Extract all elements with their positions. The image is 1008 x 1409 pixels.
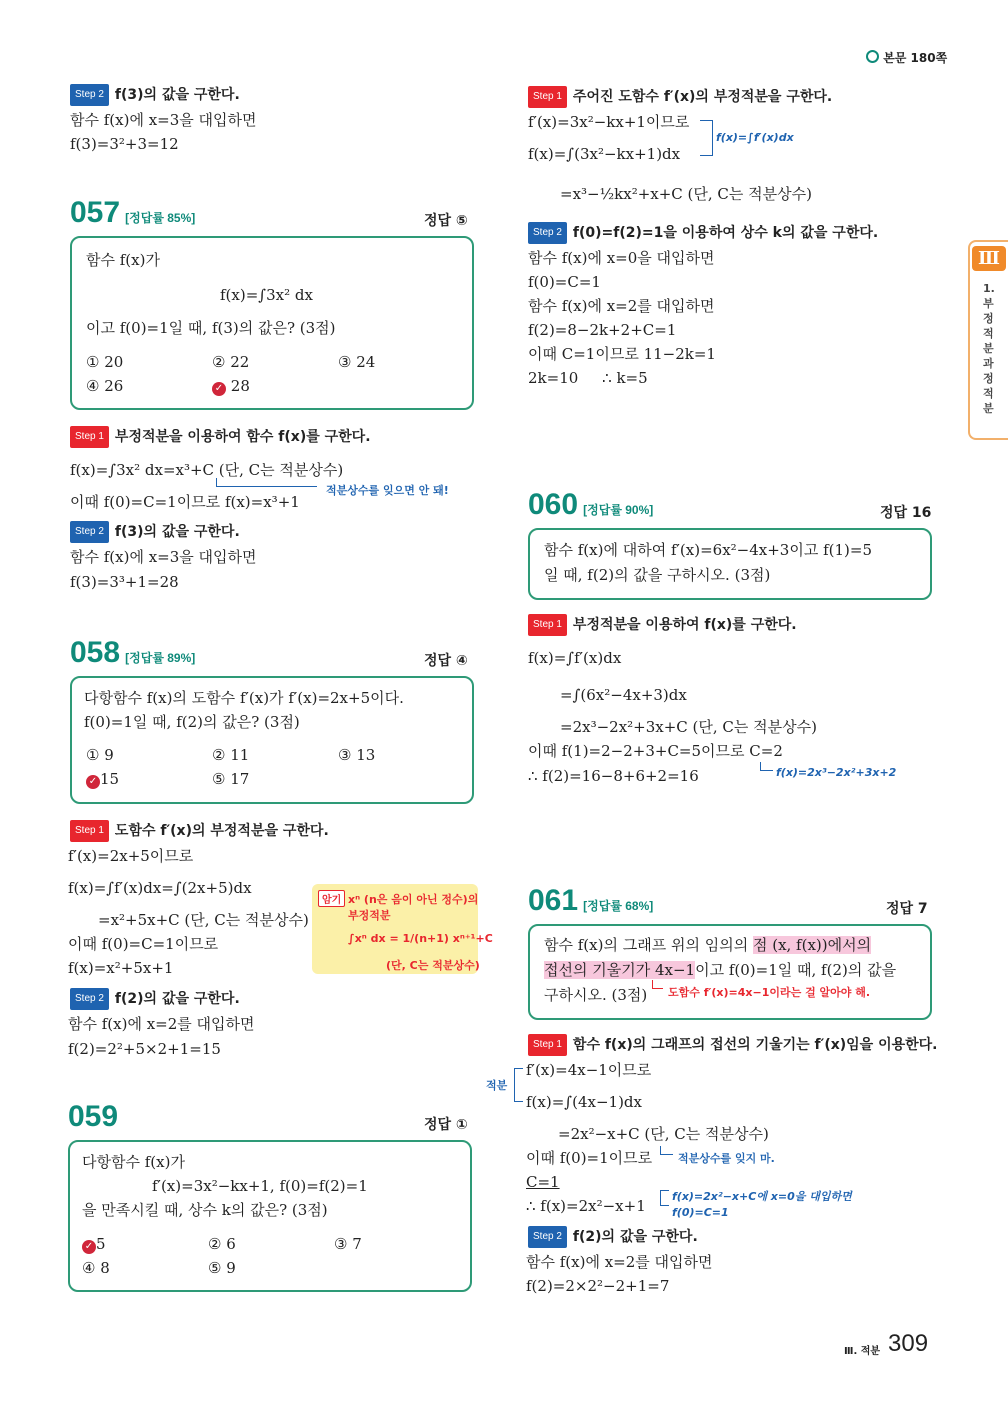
p061-sol-line5: C=1	[526, 1173, 560, 1191]
highlight-text: 접선의 기울기가 4x−1	[544, 961, 696, 979]
correct-rate: [정답률 68%]	[583, 899, 654, 913]
step-badge: Step 1	[528, 1034, 567, 1056]
step-badge: Step 1	[70, 426, 109, 448]
correct-rate: [정답률 89%]	[125, 651, 196, 665]
p061-question-note: 도함수 f′(x)=4x−1이라는 걸 알아야 해.	[668, 986, 871, 999]
choice-3[interactable]: ③ 7	[334, 1235, 362, 1253]
c056-line2: f(3)=3²+3=12	[70, 135, 179, 153]
arrow-connector	[652, 980, 663, 989]
p061-sol-line7: 함수 f(x)에 x=2를 대입하면	[526, 1253, 713, 1271]
choice-4-correct[interactable]	[86, 769, 119, 789]
choice-5-correct[interactable]	[212, 376, 250, 396]
p059-sol-line5: f(0)=C=1	[528, 273, 601, 291]
c056-line1: 함수 f(x)에 x=3을 대입하면	[70, 111, 257, 129]
p058-q2: f(0)=1일 때, f(2)의 값은? (3점)	[84, 713, 300, 731]
choice-2[interactable]: ② 22	[212, 353, 250, 371]
p059-q2: f′(x)=3x²−kx+1, f(0)=f(2)=1	[152, 1177, 368, 1195]
p057-q2: f(x)=∫3x² dx	[220, 286, 313, 304]
p058-sol-line7: f(2)=2²+5×2+1=15	[68, 1040, 221, 1058]
p061-note3: f(0)=C=1	[672, 1206, 729, 1219]
p057-note: 적분상수를 잊으면 안 돼!	[326, 484, 449, 497]
p061-note1: 적분상수를 잊지 마.	[678, 1152, 775, 1165]
answer-058: 정답 ④	[424, 653, 468, 669]
p059-sol-line1: f′(x)=3x²−kx+1이므로	[528, 113, 690, 131]
answer-057: 정답 ⑤	[424, 213, 468, 229]
choice-1[interactable]: ① 20	[86, 353, 124, 371]
p059-sol-line8: 이때 C=1이므로 11−2k=1	[528, 345, 716, 363]
p061-sol-line3: =2x²−x+C (단, C는 적분상수)	[558, 1125, 769, 1143]
step-badge: Step 2	[528, 222, 567, 244]
p059-sol-line4: 함수 f(x)에 x=0을 대입하면	[528, 249, 715, 267]
problem-058-header	[70, 636, 195, 670]
arrow-connector	[660, 1146, 673, 1155]
arrow-connector	[660, 1190, 669, 1206]
step-title: 주어진 도함수 f′(x)의 부정적분을 구한다.	[572, 89, 833, 105]
p061-sol-line6: ∴ f(x)=2x²−x+1	[526, 1197, 646, 1215]
p061-sol-line4: 이때 f(0)=1이므로	[526, 1149, 653, 1167]
problem-number: 057	[70, 196, 121, 229]
p057-sol-line1: f(x)=∫3x² dx=x³+C (단, C는 적분상수)	[70, 461, 344, 479]
step-title: f(2)의 값을 구한다.	[572, 1229, 698, 1245]
integral-bracket	[514, 1068, 523, 1102]
p061-q3: 구하시오. (3점)	[544, 986, 648, 1004]
p057-step2	[70, 521, 240, 543]
memo-tag: 암기	[318, 890, 345, 907]
p061-step2	[528, 1226, 698, 1248]
memo-line4: (단, C는 적분상수)	[386, 959, 480, 972]
p057-sol-line3: 함수 f(x)에 x=3을 대입하면	[70, 548, 257, 566]
p058-step1	[70, 820, 329, 842]
choice-label: 15	[100, 770, 120, 788]
step-badge: Step 2	[528, 1226, 567, 1248]
chapter-roman: Ⅲ	[972, 246, 1006, 271]
problem-059-header	[68, 1100, 118, 1134]
choice-3[interactable]: ③ 24	[338, 353, 376, 371]
check-icon: ✓	[86, 775, 100, 789]
p058-sol-line3: =x²+5x+C (단, C는 적분상수)	[98, 911, 309, 929]
p058-sol-line2: f(x)=∫f′(x)dx=∫(2x+5)dx	[68, 879, 252, 897]
step-title: 함수 f(x)의 그래프의 접선의 기울기는 f′(x)임을 이용한다.	[572, 1037, 938, 1053]
memo-line2: 부정적분	[348, 909, 391, 922]
check-icon: ✓	[212, 382, 226, 396]
correct-rate: [정답률 90%]	[583, 503, 654, 517]
choice-4[interactable]: ④ 26	[86, 377, 124, 395]
problem-060-header	[528, 488, 653, 522]
p059-sol-line3: =x³−½kx²+x+C (단, C는 적분상수)	[560, 185, 812, 203]
choice-1[interactable]: ① 9	[86, 746, 114, 764]
step-badge: Step 2	[70, 988, 109, 1010]
problem-number: 059	[68, 1100, 119, 1133]
step-badge: Step 1	[528, 614, 567, 636]
p058-q1: 다항함수 f(x)의 도함수 f′(x)가 f′(x)=2x+5이다.	[84, 689, 404, 707]
p059-step2	[528, 222, 878, 244]
p060-q2: 일 때, f(2)의 값을 구하시오. (3점)	[544, 566, 771, 584]
choice-5[interactable]: ⑤ 9	[208, 1259, 236, 1277]
problem-number: 061	[528, 884, 579, 917]
step-title: 부정적분을 이용하여 f(x)를 구한다.	[572, 617, 797, 633]
p058-sol-line6: 함수 f(x)에 x=2를 대입하면	[68, 1015, 255, 1033]
choice-label: 5	[96, 1235, 106, 1253]
footer-section: Ⅲ. 적분	[844, 1346, 881, 1357]
p060-sol-line2: =∫(6x²−4x+3)dx	[560, 686, 687, 704]
choice-label: 28	[230, 377, 250, 395]
p059-q3: 을 만족시킬 때, 상수 k의 값은? (3점)	[82, 1201, 328, 1219]
choice-3[interactable]: ③ 13	[338, 746, 376, 764]
p060-note: f(x)=2x³−2x²+3x+2	[776, 766, 897, 779]
step-badge: Step 1	[528, 86, 567, 108]
page-ref: 본문 180쪽	[866, 49, 947, 66]
p061-note2: f(x)=2x²−x+C에 x=0을 대입하면	[672, 1190, 852, 1203]
step-title: f(2)의 값을 구한다.	[114, 991, 240, 1007]
step-badge: Step 1	[70, 820, 109, 842]
step-title: f(0)=f(2)=1을 이용하여 상수 k의 값을 구한다.	[572, 225, 879, 241]
p057-step1	[70, 426, 371, 448]
problem-057-header	[70, 196, 195, 230]
step-title: 도함수 f′(x)의 부정적분을 구한다.	[114, 823, 329, 839]
step-title: 부정적분을 이용하여 함수 f(x)를 구한다.	[114, 429, 371, 445]
circle-icon	[866, 50, 879, 63]
p061-sol-line8: f(2)=2×2²−2+1=7	[526, 1277, 670, 1295]
p061-sol-line2: f(x)=∫(4x−1)dx	[526, 1093, 642, 1111]
problem-061-header	[528, 884, 653, 918]
problem-060-box	[528, 528, 932, 600]
p057-q3: 이고 f(0)=1일 때, f(3)의 값은? (3점)	[86, 319, 336, 337]
choice-2[interactable]: ② 11	[212, 746, 250, 764]
p057-q1: 함수 f(x)가	[86, 251, 160, 269]
p061-sol-line1: f′(x)=4x−1이므로	[526, 1061, 652, 1079]
chapter-side-tab	[968, 240, 1008, 440]
p060-sol-line1: f(x)=∫f′(x)dx	[528, 649, 622, 667]
correct-rate: [정답률 85%]	[125, 211, 196, 225]
p058-step2	[70, 988, 240, 1010]
memo-line3: ∫xⁿ dx = 1/(n+1) xⁿ⁺¹+C	[348, 932, 493, 945]
p059-note: f(x)=∫f′(x)dx	[716, 131, 794, 144]
p058-sol-line1: f′(x)=2x+5이므로	[68, 847, 194, 865]
arrow-connector	[760, 762, 773, 771]
step-title: f(3)의 값을 구한다.	[114, 87, 240, 103]
question-text: 이고 f(0)=1일 때, f(2)의 값을	[695, 961, 897, 979]
p057-sol-line2: 이때 f(0)=C=1이므로 f(x)=x³+1	[70, 493, 300, 511]
p059-step1	[528, 86, 832, 108]
page-number: 309	[888, 1330, 929, 1357]
p061-q2	[544, 960, 896, 980]
problem-number: 060	[528, 488, 579, 521]
p060-sol-line5: ∴ f(2)=16−8+6+2=16	[528, 767, 699, 785]
p059-q1: 다항함수 f(x)가	[82, 1153, 185, 1171]
chapter-title: 1. 부정적분과 정적분	[983, 282, 995, 415]
p059-sol-line9: 2k=10 ∴ k=5	[528, 369, 648, 387]
p060-sol-line3: =2x³−2x²+3x+C (단, C는 적분상수)	[560, 718, 817, 736]
choice-5[interactable]: ⑤ 17	[212, 770, 250, 788]
choice-2[interactable]: ② 6	[208, 1235, 236, 1253]
question-text: 함수 f(x)의 그래프 위의 임의의	[544, 936, 753, 954]
step-title: f(3)의 값을 구한다.	[114, 524, 240, 540]
arrow-connector	[216, 478, 317, 487]
p059-sol-line2: f(x)=∫(3x²−kx+1)dx	[528, 145, 681, 163]
p058-sol-line4: 이때 f(0)=C=1이므로	[68, 935, 219, 953]
p060-sol-line4: 이때 f(1)=2−2+3+C=5이므로 C=2	[528, 742, 783, 760]
step-badge: Step 2	[70, 521, 109, 543]
step-badge: Step 2	[70, 84, 109, 106]
problem-number: 058	[70, 636, 121, 669]
check-icon: ✓	[82, 1240, 96, 1254]
highlight-text: 점 (x, f(x))에서의	[752, 936, 872, 954]
integral-side-label: 적분	[486, 1079, 508, 1092]
p059-sol-line7: f(2)=8−2k+2+C=1	[528, 321, 677, 339]
p060-step1	[528, 614, 797, 636]
p059-sol-line6: 함수 f(x)에 x=2를 대입하면	[528, 297, 715, 315]
answer-061: 정답 7	[886, 901, 928, 917]
memo-line1: xⁿ (n은 음이 아닌 정수)의	[348, 893, 479, 906]
choice-1-correct[interactable]	[82, 1234, 106, 1254]
p061-step1	[528, 1034, 938, 1056]
p057-sol-line4: f(3)=3³+1=28	[70, 573, 179, 591]
p058-sol-line5: f(x)=x²+5x+1	[68, 959, 174, 977]
p061-q1	[544, 935, 871, 955]
bracket-connector	[700, 120, 713, 156]
answer-059: 정답 ①	[424, 1117, 468, 1133]
answer-060: 정답 16	[880, 505, 932, 521]
choice-4[interactable]: ④ 8	[82, 1259, 110, 1277]
c056-step2	[70, 84, 240, 106]
p060-q1: 함수 f(x)에 대하여 f′(x)=6x²−4x+3이고 f(1)=5	[544, 541, 873, 559]
